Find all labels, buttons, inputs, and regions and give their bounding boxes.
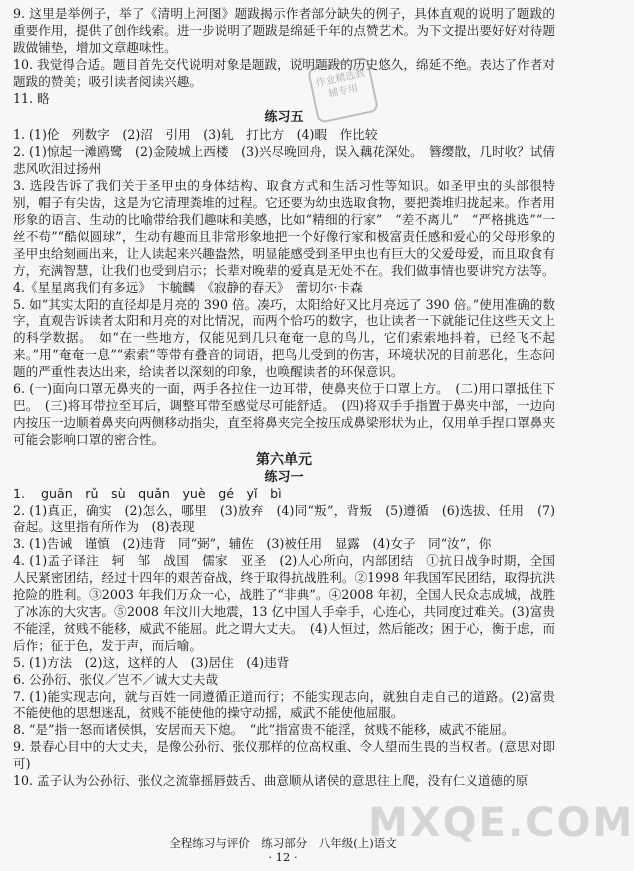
u6-item-4: 4. (1)孟子译注 轲 邹 战国 儒家 亚圣 (2)人心所向，内部团结 ①抗日战争时期，全国人民紧密团结，经过十四年的艰苦奋战，终于取得抗战胜利。②1998 年我国军民团结，取得抗洪抢险的胜利。③2003 年我们万众一心，战胜了“非典”。④2008 年初，全国人民众志成城，战胜了冰冻的大灾害。⑤2008 年汶川大地震，13 亿中国人手牵手，心连心，共同度过难关。(3)富贵不能淫，贫贱不能移，威武不能屈。此之谓大丈夫。 (4)人恒过，然后能改；困于心，衡于虑，而后作；征于色，发于声，而后喻。 <box>13 553 555 653</box>
u6-item-3: 3. (1)告诫 谨慎 (2)违背 同“弼”，辅佐 (3)被任用 显露 (4)女子 同“汝”，你 <box>13 536 492 552</box>
u6-item-6: 6. 公孙衍、张仪／岂不／诚大丈夫哉 <box>13 671 218 687</box>
page-number: · 12 · <box>268 850 298 864</box>
page-footer <box>0 836 566 864</box>
u6-item-9: 9. 景春心目中的大丈夫，是像公孙衍、张仪那样的位高权重、令人望而生畏的当权者。(意思对即可) <box>13 739 555 772</box>
site-watermark: MXQE.COM <box>368 800 634 846</box>
ex5-item-2: 2. (1)惊起一滩鸥鹭 (2)金陵城上西楼 (3)兴尽晚回舟，误入藕花深处。 簪缨散，几时收？试倩悲风吹泪过扬州 <box>13 144 555 177</box>
answer-11: 11. 略 <box>13 90 50 106</box>
ex5-item-5: 5. 如“其实太阳的直径却是月亮的 390 倍。凑巧，太阳给好又比月亮远了 390 倍。”使用准确的数字，直观告诉读者太阳和月亮的对比情况，而两个恰巧的数字，也让读者一下就能记住这些天文上的科学数据。 如“在一些地方，仅能见到几只奄奄一息的鸟儿，它们索索地抖着，已经飞不起来。”用“奄奄一息”“索索”等带有叠音的词语，把鸟儿受到的伤害，环境状况的目前恶化，生态问题的严重性表达出来，给读者以深刻的印象，也唤醒读者的环保意识。 <box>13 296 555 380</box>
u6-item-8: 8. “是”指一怒而诸侯惧，安居而天下熄。 “此”指富贵不能淫，贫贱不能移，威武不能屈。 <box>13 722 515 738</box>
ex5-item-4: 4.《星星离我们有多远》 卞毓麟 《寂静的春天》 蕾切尔·卡森 <box>13 279 363 295</box>
answer-9: 9. 这里是举例子，举了《清明上河图》题跋揭示作者部分缺失的例子，具体直观的说明了题跋的重要作用，提供了创作线索。进一步说明了题跋是绵延千年的点赞艺术。为下文提出要好好对待题跋做铺垫，增加文章趣味性。 <box>13 6 555 55</box>
unit6-subtitle-exercise-1: 练习一 <box>264 469 304 485</box>
answer-content <box>13 6 555 790</box>
u6-item-7: 7. (1)能实现志向，就与百姓一同遵循正道而行；不能实现志向，就独自走自己的道路。(2)富贵不能使他的思想迷乱，贫贱不能使他的操守动摇，威武不能使他屈服。 <box>13 688 555 721</box>
u6-item-5: 5. (1)方法 (2)这，这样的人 (3)居住 (4)违背 <box>13 654 290 670</box>
ex5-item-3: 3. 选段告诉了我们关于圣甲虫的身体结构、取食方式和生活习性等知识。如圣甲虫的头部很特别，帽子有尖齿，这是为它清理粪堆的过程。它还要为幼虫选取食物，要把粪堆归拢起来。作者用形象的语言、生动的比喻带给我们趣味和美感，比如“精细的行家” “差不离儿” “严格挑选”“一丝不苟”“酷似圆球”，生动有趣而且非常形象地把一个好像行家和极富责任感和爱心的父母形象的圣甲虫给刻画出来，让人读起来兴趣盎然，明显能感受到圣甲虫也有巨大的父爱母爱，而且取食有方，充满智慧，让我们也受到启示；长辈对晚辈的爱真是无处不在。我们做事情也要讲究方法等。 <box>13 178 555 278</box>
u6-item-2: 2. (1)真正，确实 (2)怎么，哪里 (3)放弃 (4)同“叛”，背叛 (5)遵循 (6)选拔、任用 (7)奋起。这里指有所作为 (8)表现 <box>13 502 555 535</box>
footer-book-title: 全程练习与评价 练习部分 八年级(上)语文 <box>169 836 397 850</box>
answer-10: 10. 我觉得合适。题目首先交代说明对象是题跋，说明题跋的历史悠久，绵延不绝。表达了作者对题跋的赞美；吸引读者阅读兴趣。 <box>13 56 555 89</box>
ex5-item-1: 1. (1)伦 列数字 (2)沼 引用 (3)轧 打比方 (4)暇 作比较 <box>13 127 378 143</box>
unit-title-6: 第六单元 <box>256 451 312 468</box>
u6-item-10: 10. 孟子认为公孙衍、张仪之流靠摇唇鼓舌、曲意顺从诸侯的意思往上爬，没有仁义道德的原 <box>13 773 529 789</box>
seal-stamp-text: 作业精选教辅专用 <box>315 68 367 100</box>
section-title-exercise-5: 练习五 <box>264 110 304 126</box>
unit6-pinyin-line: 1. guān rǔ sù quǎn yuè gé yǐ bì <box>13 485 282 501</box>
ex5-item-6: 6. (一)面向口罩无鼻夹的一面，两手各拉住一边耳带，使鼻夹位于口罩上方。 (二)用口罩抵住下巴。 (三)将耳带拉至耳后，调整耳带至感觉尽可能舒适。 (四)将双手手指置于鼻夹中部，一边向内按压一边顺着鼻夹向两侧移动指尖，直至将鼻夹完全按压成鼻梁形状为止，仅用单手捏口罩鼻夹可能会影响口罩的密合性。 <box>13 381 555 447</box>
